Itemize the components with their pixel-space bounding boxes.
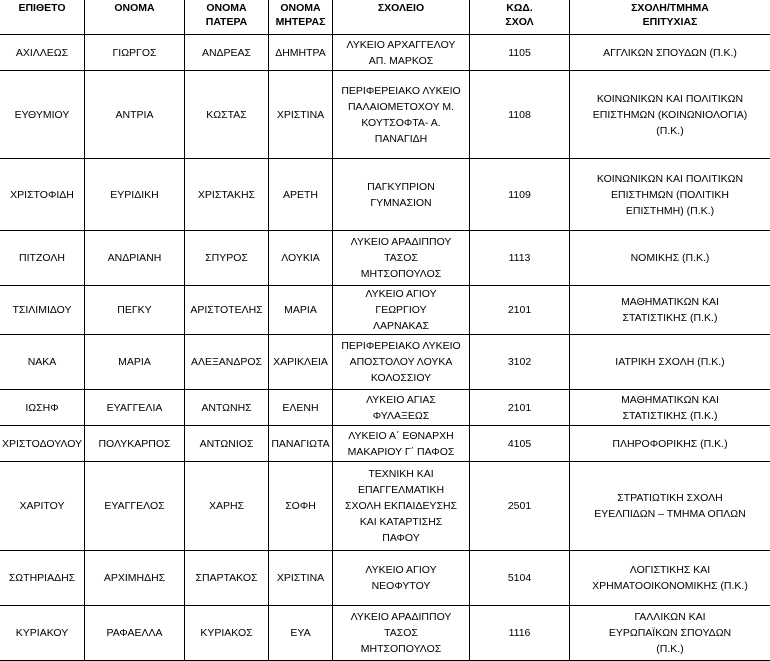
cell-surname: ΧΡΙΣΤΟΔΟΥΛΟΥ (0, 426, 85, 462)
header-school-code: ΚΩΔ. ΣΧΟΛ (470, 1, 570, 35)
cell-mother: ΧΡΙΣΤΙΝΑ (269, 71, 333, 159)
cell-code: 2501 (470, 462, 570, 551)
cell-department: ΚΟΙΝΩΝΙΚΩΝ ΚΑΙ ΠΟΛΙΤΙΚΩΝ ΕΠΙΣΤΗΜΩΝ (ΠΟΛΙΤΙΚΗ ΕΠΙΣΤΗΜΗ) (Π.Κ.) (570, 159, 770, 231)
header-surname: ΕΠΙΘΕΤΟ (0, 1, 85, 35)
cell-name: ΕΥΑΓΓΕΛΟΣ (85, 462, 185, 551)
cell-mother: ΔΗΜΗΤΡΑ (269, 35, 333, 71)
cell-school: ΤΕΧΝΙΚΗ ΚΑΙ ΕΠΑΓΓΕΛΜΑΤΙΚΗ ΣΧΟΛΗ ΕΚΠΑΙΔΕΥΣΗΣ ΚΑΙ ΚΑΤΑΡΤΙΣΗΣ ΠΑΦΟΥ (333, 462, 470, 551)
cell-department: ΚΟΙΝΩΝΙΚΩΝ ΚΑΙ ΠΟΛΙΤΙΚΩΝ ΕΠΙΣΤΗΜΩΝ (ΚΟΙΝΩΝΙΟΛΟΓΙΑ) (Π.Κ.) (570, 71, 770, 159)
table-row (0, 71, 770, 159)
cell-mother: ΠΑΝΑΓΙΩΤΑ (269, 426, 333, 462)
cell-code: 1116 (470, 606, 570, 661)
cell-school: ΛΥΚΕΙΟ ΑΓΙΟΥ ΝΕΟΦΥΤΟΥ (333, 551, 470, 606)
cell-department: ΜΑΘΗΜΑΤΙΚΩΝ ΚΑΙ ΣΤΑΤΙΣΤΙΚΗΣ (Π.Κ.) (570, 286, 770, 335)
cell-name: ΠΕΓΚΥ (85, 286, 185, 335)
table-row (0, 551, 770, 606)
table-row (0, 390, 770, 426)
header-department: ΣΧΟΛΗ/ΤΜΗΜΑ ΕΠΙΤΥΧΙΑΣ (570, 1, 770, 35)
cell-mother: ΕΛΕΝΗ (269, 390, 333, 426)
cell-code: 2101 (470, 390, 570, 426)
cell-code: 5104 (470, 551, 570, 606)
table-row (0, 159, 770, 231)
cell-name: ΑΝΔΡΙΑΝΗ (85, 231, 185, 286)
table-row (0, 286, 770, 335)
cell-code: 1113 (470, 231, 570, 286)
cell-department: ΣΤΡΑΤΙΩΤΙΚΗ ΣΧΟΛΗ ΕΥΕΛΠΙΔΩΝ – ΤΜΗΜΑ ΟΠΛΩΝ (570, 462, 770, 551)
cell-father: ΚΥΡΙΑΚΟΣ (185, 606, 269, 661)
cell-school: ΛΥΚΕΙΟ Α΄ ΕΘΝΑΡΧΗ ΜΑΚΑΡΙΟΥ Γ΄ ΠΑΦΟΣ (333, 426, 470, 462)
table-row (0, 426, 770, 462)
cell-department: ΛΟΓΙΣΤΙΚΗΣ ΚΑΙ ΧΡΗΜΑΤΟΟΙΚΟΝΟΜΙΚΗΣ (Π.Κ.) (570, 551, 770, 606)
cell-school: ΠΕΡΙΦΕΡΕΙΑΚΟ ΛΥΚΕΙΟ ΑΠΟΣΤΟΛΟΥ ΛΟΥΚΑ ΚΟΛΟΣΣΙΟΥ (333, 335, 470, 390)
cell-father: ΑΝΤΩΝΗΣ (185, 390, 269, 426)
cell-father: ΑΡΙΣΤΟΤΕΛΗΣ (185, 286, 269, 335)
cell-surname: ΧΡΙΣΤΟΦΙΔΗ (0, 159, 85, 231)
table-row (0, 231, 770, 286)
cell-surname: ΕΥΘΥΜΙΟΥ (0, 71, 85, 159)
cell-name: ΕΥΡΙΔΙΚΗ (85, 159, 185, 231)
cell-name: ΠΟΛΥΚΑΡΠΟΣ (85, 426, 185, 462)
cell-school: ΛΥΚΕΙΟ ΑΓΙΑΣ ΦΥΛΑΞΕΩΣ (333, 390, 470, 426)
cell-mother: ΑΡΕΤΗ (269, 159, 333, 231)
cell-surname: ΙΩΣΗΦ (0, 390, 85, 426)
cell-surname: ΣΩΤΗΡΙΑΔΗΣ (0, 551, 85, 606)
cell-name: ΕΥΑΓΓΕΛΙΑ (85, 390, 185, 426)
table-row (0, 462, 770, 551)
table-row (0, 335, 770, 390)
cell-mother: ΣΟΦΗ (269, 462, 333, 551)
header-school: ΣΧΟΛΕΙΟ (333, 1, 470, 35)
cell-school: ΛΥΚΕΙΟ ΑΡΧΑΓΓΕΛΟΥ ΑΠ. ΜΑΡΚΟΣ (333, 35, 470, 71)
cell-code: 3102 (470, 335, 570, 390)
cell-name: ΜΑΡΙΑ (85, 335, 185, 390)
cell-department: ΜΑΘΗΜΑΤΙΚΩΝ ΚΑΙ ΣΤΑΤΙΣΤΙΚΗΣ (Π.Κ.) (570, 390, 770, 426)
cell-name: ΓΙΩΡΓΟΣ (85, 35, 185, 71)
cell-father: ΚΩΣΤΑΣ (185, 71, 269, 159)
cell-school: ΛΥΚΕΙΟ ΑΡΑΔΙΠΠΟΥ ΤΑΣΟΣ ΜΗΤΣΟΠΟΥΛΟΣ (333, 606, 470, 661)
cell-code: 1105 (470, 35, 570, 71)
cell-department: ΓΑΛΛΙΚΩΝ ΚΑΙ ΕΥΡΩΠΑΪΚΩΝ ΣΠΟΥΔΩΝ (Π.Κ.) (570, 606, 770, 661)
header-father-name: ΟΝΟΜΑ ΠΑΤΕΡΑ (185, 1, 269, 35)
cell-father: ΣΠΑΡΤΑΚΟΣ (185, 551, 269, 606)
cell-school: ΠΑΓΚΥΠΡΙΟΝ ΓΥΜΝΑΣΙΟΝ (333, 159, 470, 231)
header-name: ΟΝΟΜΑ (85, 1, 185, 35)
cell-department: ΠΛΗΡΟΦΟΡΙΚΗΣ (Π.Κ.) (570, 426, 770, 462)
cell-mother: ΛΟΥΚΙΑ (269, 231, 333, 286)
cell-surname: ΑΧΙΛΛΕΩΣ (0, 35, 85, 71)
cell-father: ΧΑΡΗΣ (185, 462, 269, 551)
header-row (0, 1, 770, 35)
cell-mother: ΜΑΡΙΑ (269, 286, 333, 335)
cell-father: ΑΝΔΡΕΑΣ (185, 35, 269, 71)
cell-surname: ΤΣΙΛΙΜΙΔΟΥ (0, 286, 85, 335)
cell-father: ΧΡΙΣΤΑΚΗΣ (185, 159, 269, 231)
cell-school: ΠΕΡΙΦΕΡΕΙΑΚΟ ΛΥΚΕΙΟ ΠΑΛΑΙΟΜΕΤΟΧΟΥ Μ. ΚΟΥΤΣΟΦΤΑ- Α. ΠΑΝΑΓΙΔΗ (333, 71, 470, 159)
cell-name: ΑΝΤΡΙΑ (85, 71, 185, 159)
cell-code: 1109 (470, 159, 570, 231)
cell-name: ΡΑΦΑΕΛΛΑ (85, 606, 185, 661)
cell-department: ΝΟΜΙΚΗΣ (Π.Κ.) (570, 231, 770, 286)
cell-mother: ΧΡΙΣΤΙΝΑ (269, 551, 333, 606)
cell-mother: ΕΥΑ (269, 606, 333, 661)
cell-department: ΙΑΤΡΙΚΗ ΣΧΟΛΗ (Π.Κ.) (570, 335, 770, 390)
cell-code: 2101 (470, 286, 570, 335)
cell-school: ΛΥΚΕΙΟ ΑΡΑΔΙΠΠΟΥ ΤΑΣΟΣ ΜΗΤΣΟΠΟΥΛΟΣ (333, 231, 470, 286)
cell-code: 4105 (470, 426, 570, 462)
cell-father: ΑΝΤΩΝΙΟΣ (185, 426, 269, 462)
cell-code: 1108 (470, 71, 570, 159)
cell-father: ΣΠΥΡΟΣ (185, 231, 269, 286)
header-mother-name: ΟΝΟΜΑ ΜΗΤΕΡΑΣ (269, 1, 333, 35)
cell-mother: ΧΑΡΙΚΛΕΙΑ (269, 335, 333, 390)
cell-father: ΑΛΕΞΑΝΔΡΟΣ (185, 335, 269, 390)
cell-surname: ΠΙΤΖΟΛΗ (0, 231, 85, 286)
cell-name: ΑΡΧΙΜΗΔΗΣ (85, 551, 185, 606)
cell-surname: ΝΑΚΑ (0, 335, 85, 390)
cell-surname: ΧΑΡΙΤΟΥ (0, 462, 85, 551)
table-row (0, 606, 770, 661)
cell-surname: ΚΥΡΙΑΚΟΥ (0, 606, 85, 661)
table-row (0, 35, 770, 71)
cell-school: ΛΥΚΕΙΟ ΑΓΙΟΥ ΓΕΩΡΓΙΟΥ ΛΑΡΝΑΚΑΣ (333, 286, 470, 335)
cell-department: ΑΓΓΛΙΚΩΝ ΣΠΟΥΔΩΝ (Π.Κ.) (570, 35, 770, 71)
